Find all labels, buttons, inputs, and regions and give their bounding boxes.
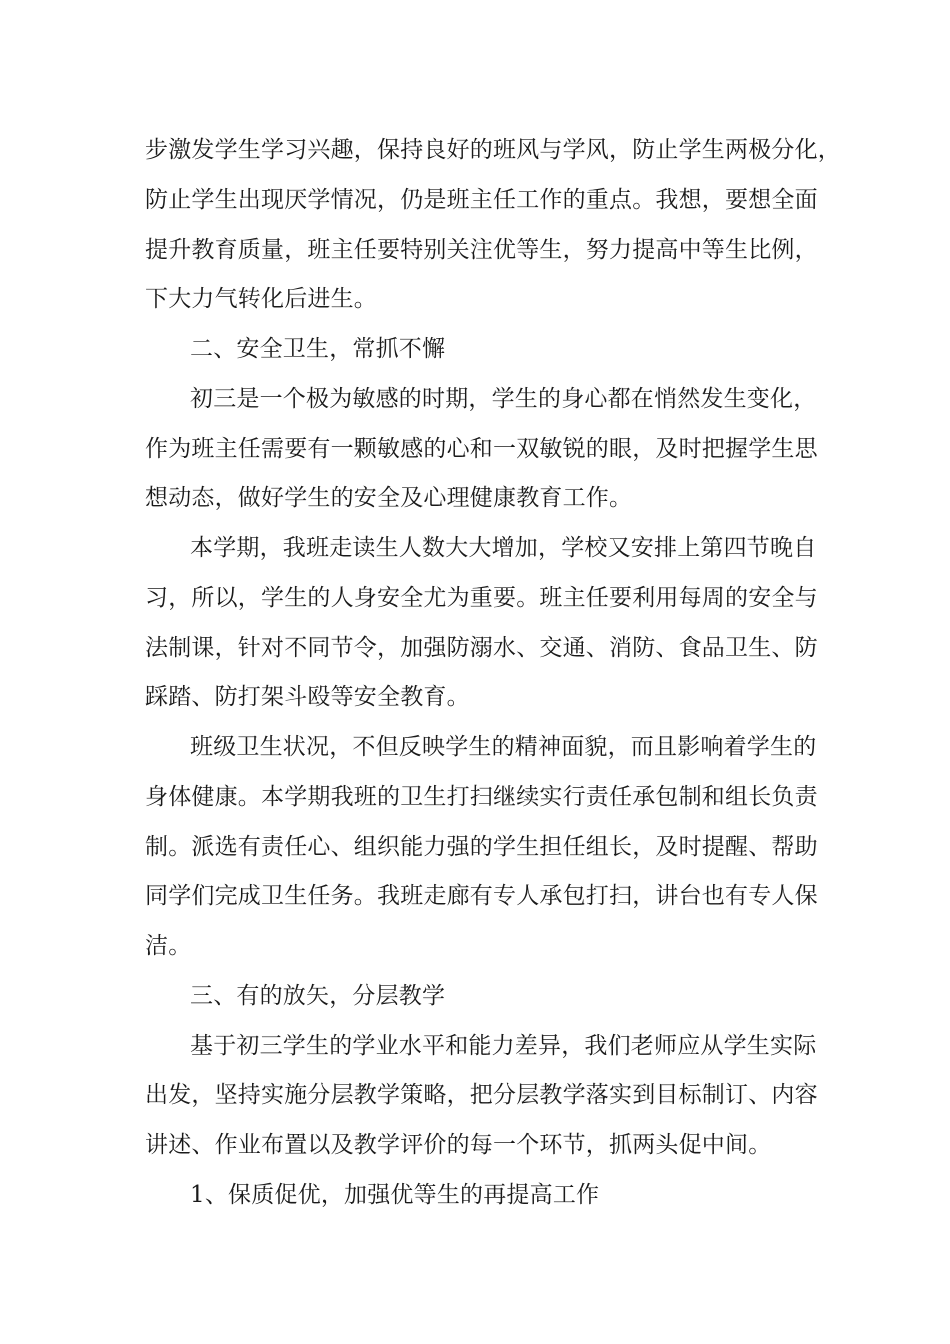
section-heading: 二、安全卫生，常抓不懈 xyxy=(190,336,446,362)
paragraph-line: 同学们完成卫生任务。我班走廊有专人承包打扫，讲台也有专人保 xyxy=(145,883,818,909)
paragraph-line: 制。派选有责任心、组织能力强的学生担任组长，及时提醒、帮助 xyxy=(145,834,818,860)
paragraph-line: 身体健康。本学期我班的卫生打扫继续实行责任承包制和组长负责 xyxy=(145,784,818,810)
paragraph-line: 习，所以，学生的人身安全尤为重要。班主任要利用每周的安全与 xyxy=(145,585,818,611)
paragraph-line: 防止学生出现厌学情况，仍是班主任工作的重点。我想，要想全面 xyxy=(145,187,818,213)
paragraph-line: 想动态，做好学生的安全及心理健康教育工作。 xyxy=(145,485,633,511)
paragraph-line: 踩踏、防打架斗殴等安全教育。 xyxy=(145,684,470,710)
paragraph-line: 法制课，针对不同节令，加强防溺水、交通、消防、食品卫生、防 xyxy=(145,635,818,661)
paragraph-line: 初三是一个极为敏感的时期，学生的身心都在悄然发生变化， xyxy=(190,386,817,412)
paragraph-line: 出发，坚持实施分层教学策略，把分层教学落实到目标制订、内容 xyxy=(145,1082,818,1108)
paragraph-line: 讲述、作业布置以及教学评价的每一个环节，抓两头促中间。 xyxy=(145,1132,772,1158)
paragraph-line: 班级卫生状况，不但反映学生的精神面貌，而且影响着学生的 xyxy=(190,734,817,760)
paragraph-line: 作为班主任需要有一颗敏感的心和一双敏锐的眼，及时把握学生思 xyxy=(145,436,818,462)
paragraph-line: 洁。 xyxy=(145,933,192,959)
section-heading: 三、有的放矢，分层教学 xyxy=(190,983,446,1009)
paragraph-line: 提升教育质量，班主任要特别关注优等生，努力提高中等生比例， xyxy=(145,237,818,263)
paragraph-line: 本学期，我班走读生人数大大增加，学校又安排上第四节晚自 xyxy=(190,535,817,561)
paragraph-line: 基于初三学生的学业水平和能力差异，我们老师应从学生实际 xyxy=(190,1033,817,1059)
paragraph-line: 步激发学生学习兴趣，保持良好的班风与学风，防止学生两极分化， xyxy=(145,137,841,163)
subsection-heading: 1、保质促优，加强优等生的再提高工作 xyxy=(190,1182,600,1208)
paragraph-line: 下大力气转化后进生。 xyxy=(145,286,377,312)
